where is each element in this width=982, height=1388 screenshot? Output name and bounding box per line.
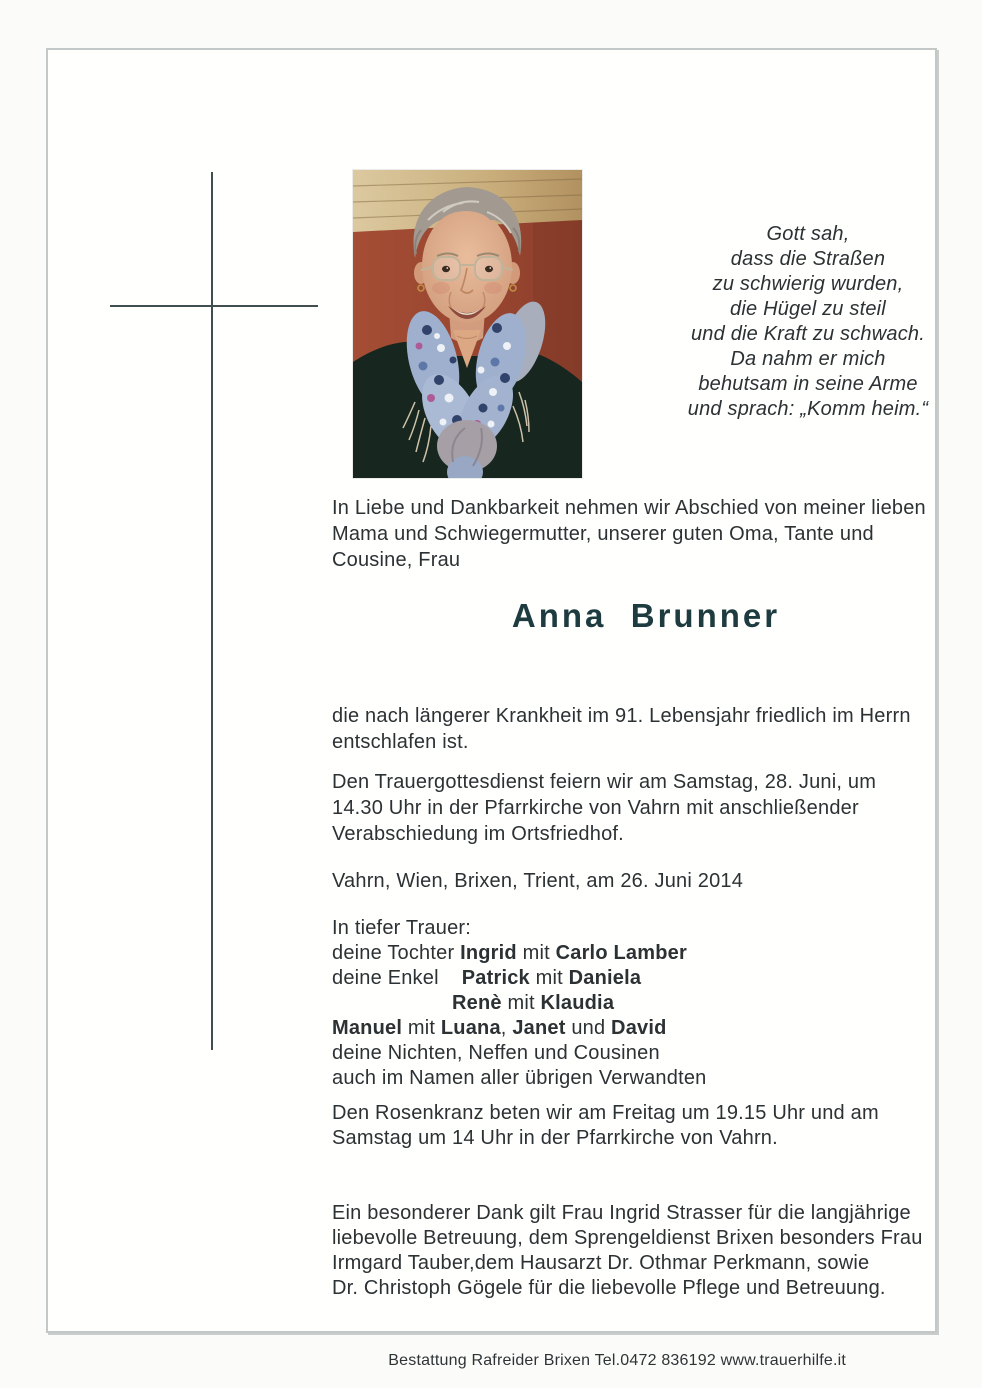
death-statement: [332, 703, 964, 755]
text-segment: mit: [501, 992, 541, 1014]
thanks-paragraph: [332, 1201, 964, 1301]
text-line: Den Rosenkranz beten wir am Freitag um 19.15 Uhr und am: [332, 1102, 879, 1124]
text-line: liebevolle Betreuung, dem Sprengeldienst Brixen besonders Frau: [332, 1227, 923, 1249]
text-line: Gott sah,: [766, 223, 850, 245]
text-line: [332, 1041, 964, 1066]
text-segment: deine Tochter: [332, 942, 461, 964]
text-line: Dr. Christoph Gögele für die liebevolle Pflege und Betreuung.: [332, 1277, 886, 1299]
text-line: [332, 1016, 964, 1041]
text-line: und sprach: „Komm heim.“: [687, 398, 929, 420]
text-line: die nach längerer Krankheit im 91. Lebensjahr friedlich im Herrn: [332, 705, 911, 727]
mourner-name: Luana: [440, 1017, 501, 1039]
text-segment: auch im Namen aller übrigen Verwandten: [332, 1067, 707, 1089]
text-line: Den Trauergottesdienst feiern wir am Samstag, 28. Juni, um: [332, 771, 877, 793]
intro-paragraph: [332, 495, 964, 573]
text-line: [332, 941, 964, 966]
deceased-name: Anna Brunner: [511, 597, 781, 634]
portrait-photo: [353, 170, 582, 478]
text-line: Cousine, Frau: [332, 549, 461, 571]
mourner-name: Patrick: [461, 967, 530, 989]
footer-funeral-home: Bestattung Rafreider Brixen Tel.0472 836192 www.trauerhilfe.it: [388, 1352, 846, 1369]
parte-card: [46, 48, 937, 1369]
mourner-name: Manuel: [332, 1017, 403, 1039]
text-line: Samstag um 14 Uhr in der Pfarrkirche von Vahrn.: [332, 1127, 778, 1149]
text-line: zu schwierig wurden,: [712, 273, 904, 295]
text-line: Verabschiedung im Ortsfriedhof.: [332, 823, 624, 845]
text-line: Ein besonderer Dank gilt Frau Ingrid Strasser für die langjährige: [332, 1202, 911, 1224]
text-segment: mit: [402, 1017, 441, 1039]
mourner-name: Klaudia: [540, 992, 615, 1014]
text-line: und die Kraft zu schwach.: [690, 323, 925, 345]
text-line: In Liebe und Dankbarkeit nehmen wir Abschied von meiner lieben: [332, 497, 926, 519]
place-date-line: [332, 868, 964, 894]
text-segment: mit: [529, 967, 569, 989]
portrait-photo-graphic: [353, 170, 582, 478]
text-line: Da nahm er mich: [730, 348, 886, 370]
text-segment: und: [565, 1017, 612, 1039]
text-line: 14.30 Uhr in der Pfarrkirche von Vahrn mit anschließender: [332, 797, 859, 819]
funeral-service-info: [332, 769, 964, 847]
text-line: entschlafen ist.: [332, 731, 469, 753]
mourners-list: [332, 916, 964, 1091]
text-line: [332, 1066, 964, 1091]
text-line: [332, 966, 964, 991]
text-line: [332, 916, 964, 941]
text-segment: mit: [516, 942, 556, 964]
mourner-name: Carlo Lamber: [555, 942, 687, 964]
mourner-name: Renè: [452, 992, 502, 1014]
text-line: Irmgard Tauber,dem Hausarzt Dr. Othmar Perkmann, sowie: [332, 1252, 870, 1274]
text-line: dass die Straßen: [730, 248, 886, 270]
text-line: Mama und Schwiegermutter, unserer guten Oma, Tante und: [332, 523, 874, 545]
text-segment: deine Enkel: [332, 967, 462, 989]
text-segment: In tiefer Trauer:: [332, 917, 472, 939]
mourner-name: David: [611, 1017, 667, 1039]
text-segment: deine Nichten, Neffen und Cousinen: [332, 1042, 660, 1064]
memorial-poem: [628, 222, 982, 422]
text-line: die Hügel zu steil: [730, 298, 886, 320]
text-segment: ,: [500, 1017, 513, 1039]
mourner-name: Daniela: [568, 967, 642, 989]
text-line: Vahrn, Wien, Brixen, Trient, am 26. Juni 2014: [332, 870, 744, 892]
cross-vertical-bar: [211, 172, 213, 1050]
text-line: [452, 991, 964, 1016]
text-line: behutsam in seine Arme: [698, 373, 918, 395]
mourner-name: Ingrid: [460, 942, 517, 964]
cross-horizontal-bar: [110, 305, 318, 307]
rosary-info: [332, 1101, 964, 1151]
mourner-name: Janet: [512, 1017, 566, 1039]
